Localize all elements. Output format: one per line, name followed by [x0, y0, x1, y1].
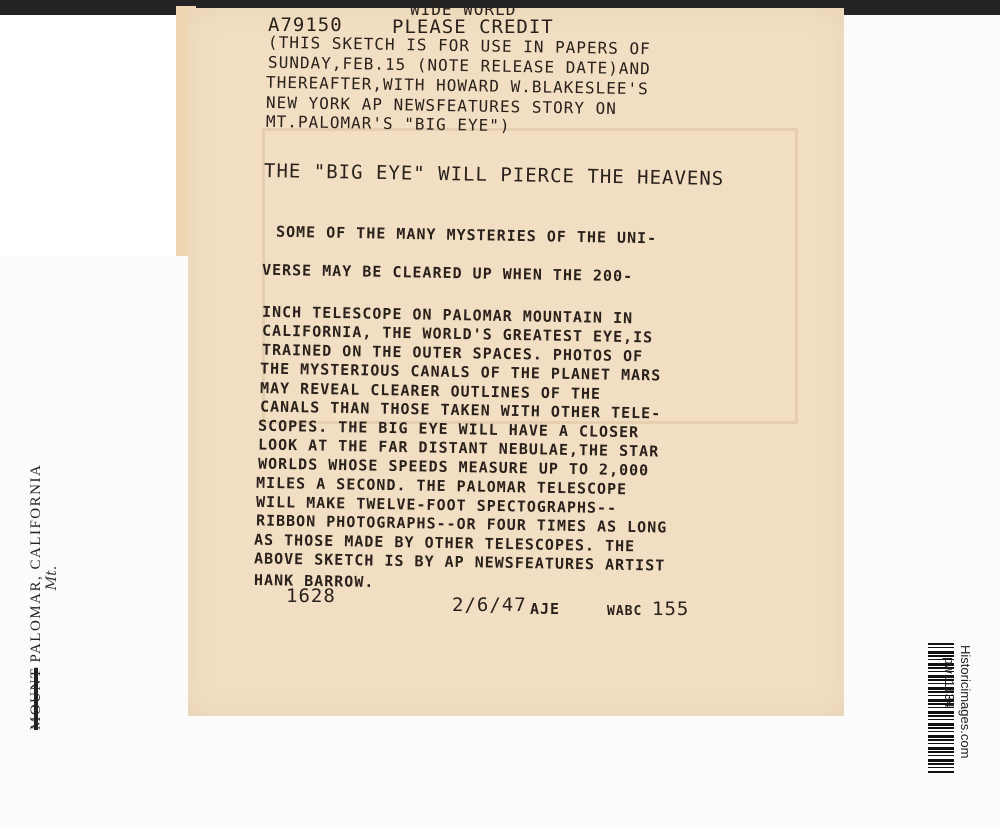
wabc-number: 155 — [652, 598, 690, 620]
body-line-11: WORLDS WHOSE SPEEDS MEASURE UP TO 2,000 — [257, 454, 650, 480]
body-line-5: TRAINED ON THE OUTER SPACES. PHOTOS OF — [261, 340, 644, 366]
watermark-site: Historicimages.com — [958, 645, 973, 759]
body-line-15: AS THOSE MADE BY OTHER TELESCOPES. THE — [253, 530, 636, 556]
body-line-1: SOME OF THE MANY MYSTERIES OF THE UNI- — [275, 222, 658, 248]
body-line-16: ABOVE SKETCH IS BY AP NEWSFEATURES ARTIST — [253, 549, 666, 575]
body-line-14: RIBBON PHOTOGRAPHS--OR FOUR TIMES AS LONG — [255, 511, 668, 537]
backing-sheet — [0, 15, 185, 255]
body-line-10: LOOK AT THE FAR DISTANT NEBULAE,THE STAR — [257, 435, 660, 461]
body-line-2: VERSE MAY BE CLEARED UP WHEN THE 200- — [261, 260, 634, 286]
handwritten-note: Mt. — [44, 565, 61, 591]
wabc-label: WABC — [607, 604, 643, 619]
photo-id: A79150 — [268, 14, 343, 36]
watermark-id: pw11134 — [941, 657, 957, 708]
body-line-3: INCH TELESCOPE ON PALOMAR MOUNTAIN IN — [261, 302, 634, 328]
notice-line-2: SUNDAY,FEB.15 (NOTE RELEASE DATE)AND — [267, 52, 651, 79]
editor-initials: AJE — [530, 600, 561, 618]
body-line-9: SCOPES. THE BIG EYE WILL HAVE A CLOSER — [257, 416, 640, 442]
notice-line-3: THEREAFTER,WITH HOWARD W.BLAKESLEE'S — [265, 72, 649, 99]
notice-line-4: NEW YORK AP NEWSFEATURES STORY ON — [265, 92, 618, 119]
struck-word: MOUNT — [28, 667, 44, 730]
wide-world-label: WIDE WORLD — [410, 0, 517, 19]
body-line-4: CALIFORNIA, THE WORLD'S GREATEST EYE,IS — [261, 321, 654, 347]
notice-line-5: MT.PALOMAR'S "BIG EYE") — [265, 111, 511, 136]
dispatch-date: 2/6/47 — [452, 594, 527, 616]
body-line-8: CANALS THAN THOSE TAKEN WITH OTHER TELE- — [259, 397, 662, 423]
location-text: PALOMAR, CALIFORNIA — [28, 463, 44, 663]
headline: THE "BIG EYE" WILL PIERCE THE HEAVENS — [263, 159, 725, 191]
body-line-13: WILL MAKE TWELVE-FOOT SPECTOGRAPHS-- — [255, 492, 618, 518]
body-line-17: HANK BARROW. — [253, 570, 375, 592]
please-credit: PLEASE CREDIT — [392, 16, 554, 38]
location-caption — [28, 464, 45, 730]
body-line-12: MILES A SECOND. THE PALOMAR TELESCOPE — [255, 473, 628, 499]
body-line-6: THE MYSTERIOUS CANALS OF THE PLANET MARS — [259, 359, 662, 385]
code-number: 1628 — [286, 585, 336, 607]
body-line-7: MAY REVEAL CLEARER OUTLINES OF THE — [259, 379, 602, 403]
notice-line-1: (THIS SKETCH IS FOR USE IN PAPERS OF — [267, 32, 651, 59]
